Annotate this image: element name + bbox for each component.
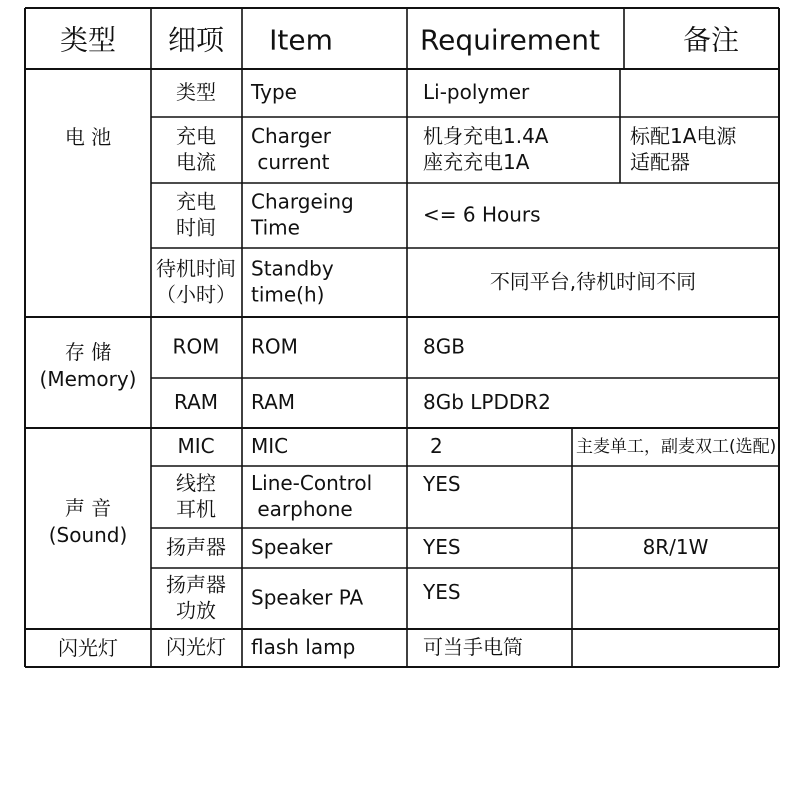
detail-cell: 线控耳机 — [176, 471, 216, 522]
requirement-cell: Li-polymer — [423, 80, 530, 105]
header-3: Requirement — [419, 23, 601, 57]
detail-cell: 待机时间（小时） — [156, 256, 236, 307]
item-cell: MIC — [251, 434, 289, 459]
remark-cell: 标配1A电源适配器 — [630, 124, 737, 175]
requirement-cell: 8Gb LPDDR2 — [423, 390, 551, 415]
detail-cell: 类型 — [176, 80, 216, 105]
header-1: 细项 — [167, 23, 225, 57]
item-cell: Type — [251, 80, 297, 105]
requirement-cell: 不同平台,待机时间不同 — [489, 269, 697, 294]
requirement-cell: 机身充电1.4A 座充充电1A — [423, 124, 549, 175]
header-2: Item — [269, 23, 333, 57]
requirement-cell: <= 6 Hours — [423, 202, 541, 227]
item-cell: flash lamp — [251, 635, 356, 660]
requirement-cell: 8GB — [423, 334, 465, 359]
item-cell: ROM — [251, 334, 298, 359]
remark-cell: 8R/1W — [642, 535, 709, 560]
item-cell: RAM — [251, 390, 296, 415]
detail-cell: 充电时间 — [176, 189, 216, 240]
requirement-cell: 可当手电筒 — [423, 635, 523, 660]
item-cell: Standby time(h) — [251, 256, 334, 307]
requirement-cell: 2 — [430, 434, 443, 459]
detail-cell: 扬声器功放 — [166, 572, 226, 623]
item-cell: Charger current — [251, 124, 331, 175]
header-0: 类型 — [59, 23, 117, 57]
detail-cell: MIC — [177, 434, 215, 459]
remark-cell: 主麦单工，副麦双工(选配) — [576, 437, 777, 458]
header-4: 备注 — [682, 23, 740, 57]
item-cell: Speaker PA — [251, 585, 364, 610]
detail-cell: 闪光灯 — [166, 635, 226, 660]
category-cell: 电 池 — [64, 125, 112, 150]
item-cell: Chargeing Time — [251, 189, 354, 240]
detail-cell: 扬声器 — [166, 535, 226, 560]
requirement-cell: YES — [423, 580, 461, 605]
item-cell: Line-Control earphone — [251, 471, 373, 522]
requirement-cell: YES — [423, 472, 461, 497]
category-cell: 闪光灯 — [58, 636, 118, 661]
requirement-cell: YES — [423, 535, 461, 560]
detail-cell: 充电电流 — [176, 124, 216, 175]
category-cell: 存 储(Memory) — [39, 340, 137, 392]
category-cell: 声 音(Sound) — [48, 496, 128, 548]
item-cell: Speaker — [251, 535, 333, 560]
detail-cell: ROM — [172, 334, 220, 359]
detail-cell: RAM — [173, 390, 219, 415]
